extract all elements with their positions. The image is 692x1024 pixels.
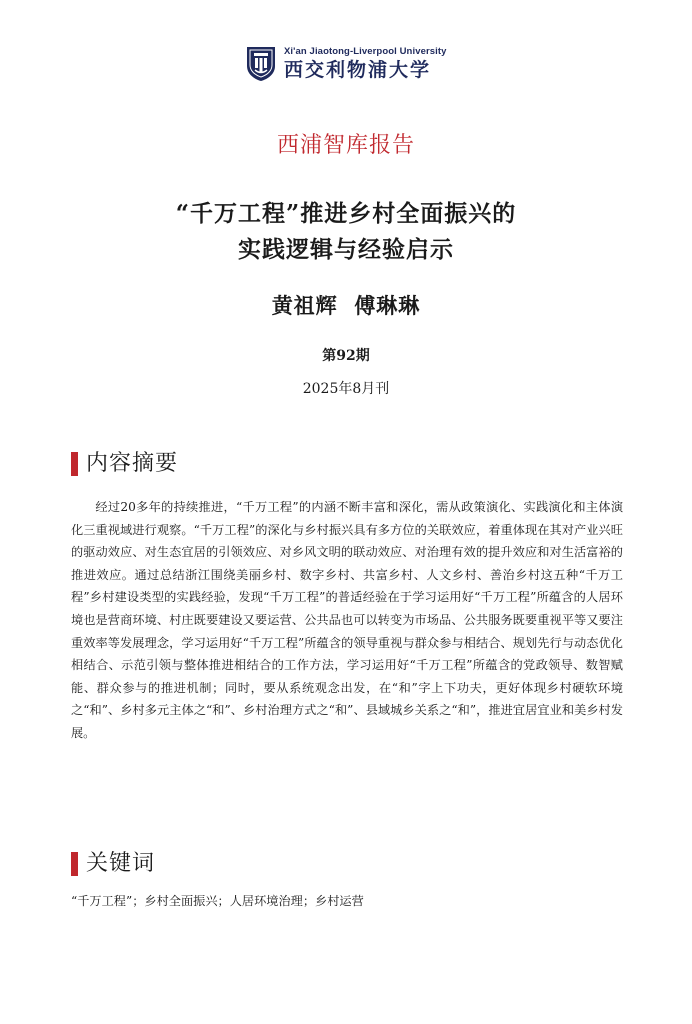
series-title: 西浦智库报告 [276,133,415,158]
heading-accent-bar [71,452,78,476]
university-logo [246,44,447,84]
issue-number: 第92期 [322,348,370,364]
heading-accent-bar [71,852,78,876]
publication-date: 2025年8月刊 [302,381,390,397]
abstract-heading [71,450,178,478]
keywords-body: “千万工程”；乡村全面振兴；人居环境治理；乡村运营 [71,894,364,908]
abstract-heading-label: 内容摘要 [86,451,179,476]
university-shield-icon [246,46,276,82]
authors: 黄祖辉 傅琳琳 [271,293,421,318]
report-title [0,196,692,268]
report-title-line-2: 实践逻辑与经验启示 [238,236,454,263]
keywords-heading-label: 关键词 [86,851,156,876]
university-chinese-name: 西交利物浦大学 [284,59,432,81]
report-title-line-1: “千万工程”推进乡村全面振兴的 [175,200,517,227]
keywords-heading [71,850,155,878]
abstract-body: 经过20多年的持续推进，“千万工程”的内涵不断丰富和深化，需从政策演化、实践演化和主体演化三重视域进行观察。“千万工程”的深化与乡村振兴具有多方位的关联效应，着重体现在其对产业兴旺的驱动效应、对生态宜居的引领效应、对乡风文明的联动效应、对治理有效的提升效应和对生活富裕的推进效应。通过总结浙江围绕美丽乡村、数字乡村、共富乡村、人文乡村、善治乡村这五种“千万工程”乡村建设类型的实践经验，发现“千万工程”的普适经验在于学习运用好“千万工程”所蕴含的人居环境也是营商环境、村庄既要建设又要运营、公共品也可以转变为市场品、公共服务既要重视平等又要注重效率等发展理念，学习运用好“千万工程”所蕴含的领导重视与群众参与相结合、规划先行与动态优化相结合、示范引领与整体推进相结合的工作方法，学习运用好“千万工程”所蕴含的党政领导、数智赋能、群众参与的推进机制；同时，要从系统观念出发，在“和”字上下功夫，更好体现乡村硬软环境之“和”、乡村多元主体之“和”、乡村治理方式之“和”、县域城乡关系之“和”，推进宜居宜业和美乡村发展。 [71,500,623,740]
university-english-name: Xi'an Jiaotong-Liverpool University [284,46,447,57]
